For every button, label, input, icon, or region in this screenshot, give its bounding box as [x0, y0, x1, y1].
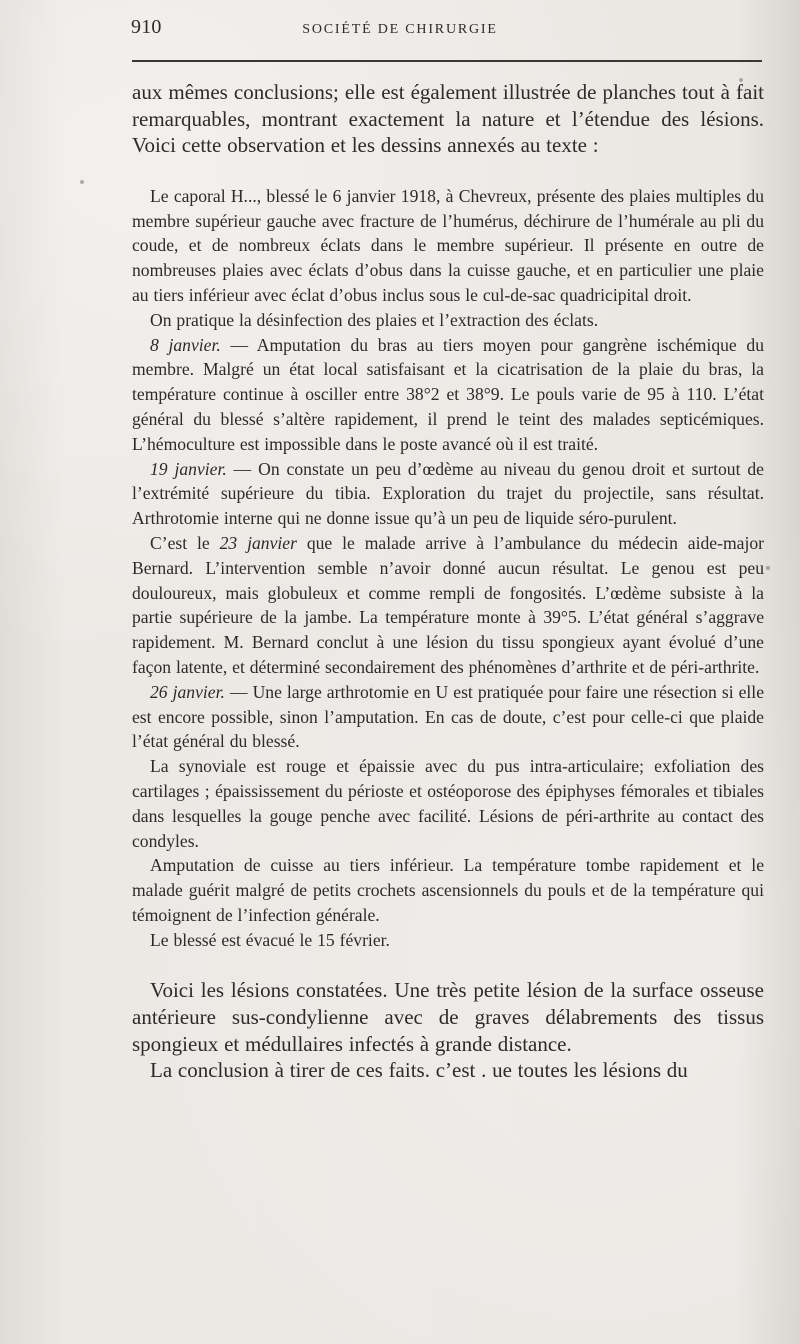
date-19-janvier: 19 janvier.: [150, 458, 227, 479]
entry-19-janvier-text: — On constate un peu d’œdème au niveau du genou droit et surtout de l’extrémité supérieure du tibia. Exploration du trajet du projectile, sans résultat. Arthrotomie interne qui ne donne issue qu’à un peu de liquide séro-purulent.: [132, 458, 764, 529]
case-summary-paragraph: Le caporal H..., blessé le 6 janvier 1918, à Chevreux, présente des plaies multiples du membre supérieur gauche avec fracture de l’humérus, déchirure de l’humérale au pli du coude, et de nombreux éclats dans le membre supérieur. Il présente en outre de nombreuses plaies avec éclats d’obus dans la cuisse gauche, et en particulier une plaie au tiers inférieur avec éclat d’obus inclus sous le cul-de-sac quadricipital droit.: [132, 185, 764, 305]
intro-paragraph: aux mêmes conclusions; elle est également illustrée de planches tout à fait remarquables, montrant exactement la nature et l’étendue des lésions. Voici cette observation et les dessins annexés au texte :: [132, 80, 764, 158]
page-header: [0, 16, 800, 48]
running-head: SOCIÉTÉ DE CHIRURGIE: [302, 22, 498, 37]
date-23-janvier: 23 janvier: [219, 532, 297, 553]
entry-8-janvier-text: — Amputation du bras au tiers moyen pour gangrène ischémique du membre. Malgré un état local satisfaisant et la cicatrisation de la plaie du bras, la température continue à osciller entre 38°2 et 38°9. Le pouls varie de 95 à 110. L’état général du blessé s’altère rapidement, il prend le teint des malades septicémiques. L’hémoculture est impossible dans le poste avancé où il est traité.: [132, 334, 765, 454]
page-number: 910: [131, 16, 162, 38]
scan-speck: [766, 566, 770, 570]
entry-26-janvier-text: — Une large arthrotomie en U est pratiquée pour faire une résection si elle est encore possible, sinon l’amputation. En cas de doute, c’est pour celle-ci que plaide l’état général du blessé.: [132, 681, 765, 752]
scan-speck: [80, 180, 84, 184]
entry-8-janvier: [132, 333, 764, 457]
scan-speck: [739, 78, 743, 82]
evacuation-paragraph: Le blessé est évacué le 15 février.: [150, 929, 390, 950]
treatment-paragraph: On pratique la désinfection des plaies et l’extraction des éclats.: [150, 309, 599, 330]
entry-26-janvier: [132, 680, 764, 754]
amputation-paragraph: Amputation de cuisse au tiers inférieur. La température tombe rapidement et le malade guérit malgré de petits crochets ascensionnels du pouls et de la température qui témoignent de l’infection générale.: [132, 855, 764, 925]
entry-23-janvier: [132, 531, 764, 680]
date-8-janvier: 8 janvier.: [150, 334, 221, 355]
final-partial-line: La conclusion à tirer de ces faits. c’est . ue toutes les lésions du: [150, 1058, 688, 1083]
lesion-description-paragraph: La synoviale est rouge et épaissie avec du pus intra-articulaire; exfoliation des cartilages ; épaississement du périoste et ostéoporose des épiphyses fémorales et tibiales dans lesquelles la gouge penche avec facilité. Lésions de péri-arthrite au contact des condyles.: [132, 756, 764, 851]
conclusion-lesions-paragraph: Voici les lésions constatées. Une très petite lésion de la surface osseuse antérieure sus-condylienne avec de graves délabrements des tissus spongieux et médullaires infectés à grande distance.: [132, 978, 764, 1056]
entry-23-janvier-text: que le malade arrive à l’ambulance du médecin aide-major Bernard. L’intervention semble n’avoir donné aucun résultat. Le genou est peu douloureux, mais globuleux et comme rempli de fongosités. L’œdème subsiste à la partie supérieure de la jambe. La température monte à 39°5. L’état général s’aggrave rapidement. M. Bernard conclut à une lésion du tissu spongieux ayant évolué d’une façon latente, et déterminé secondairement des phénomènes d’arthrite et de péri-arthrite.: [132, 532, 765, 677]
document-body: [132, 79, 764, 1084]
date-26-janvier: 26 janvier.: [150, 681, 225, 702]
header-rule: [132, 60, 762, 62]
entry-19-janvier: [132, 457, 764, 531]
entry-23-janvier-prefix: C’est le: [150, 532, 220, 553]
